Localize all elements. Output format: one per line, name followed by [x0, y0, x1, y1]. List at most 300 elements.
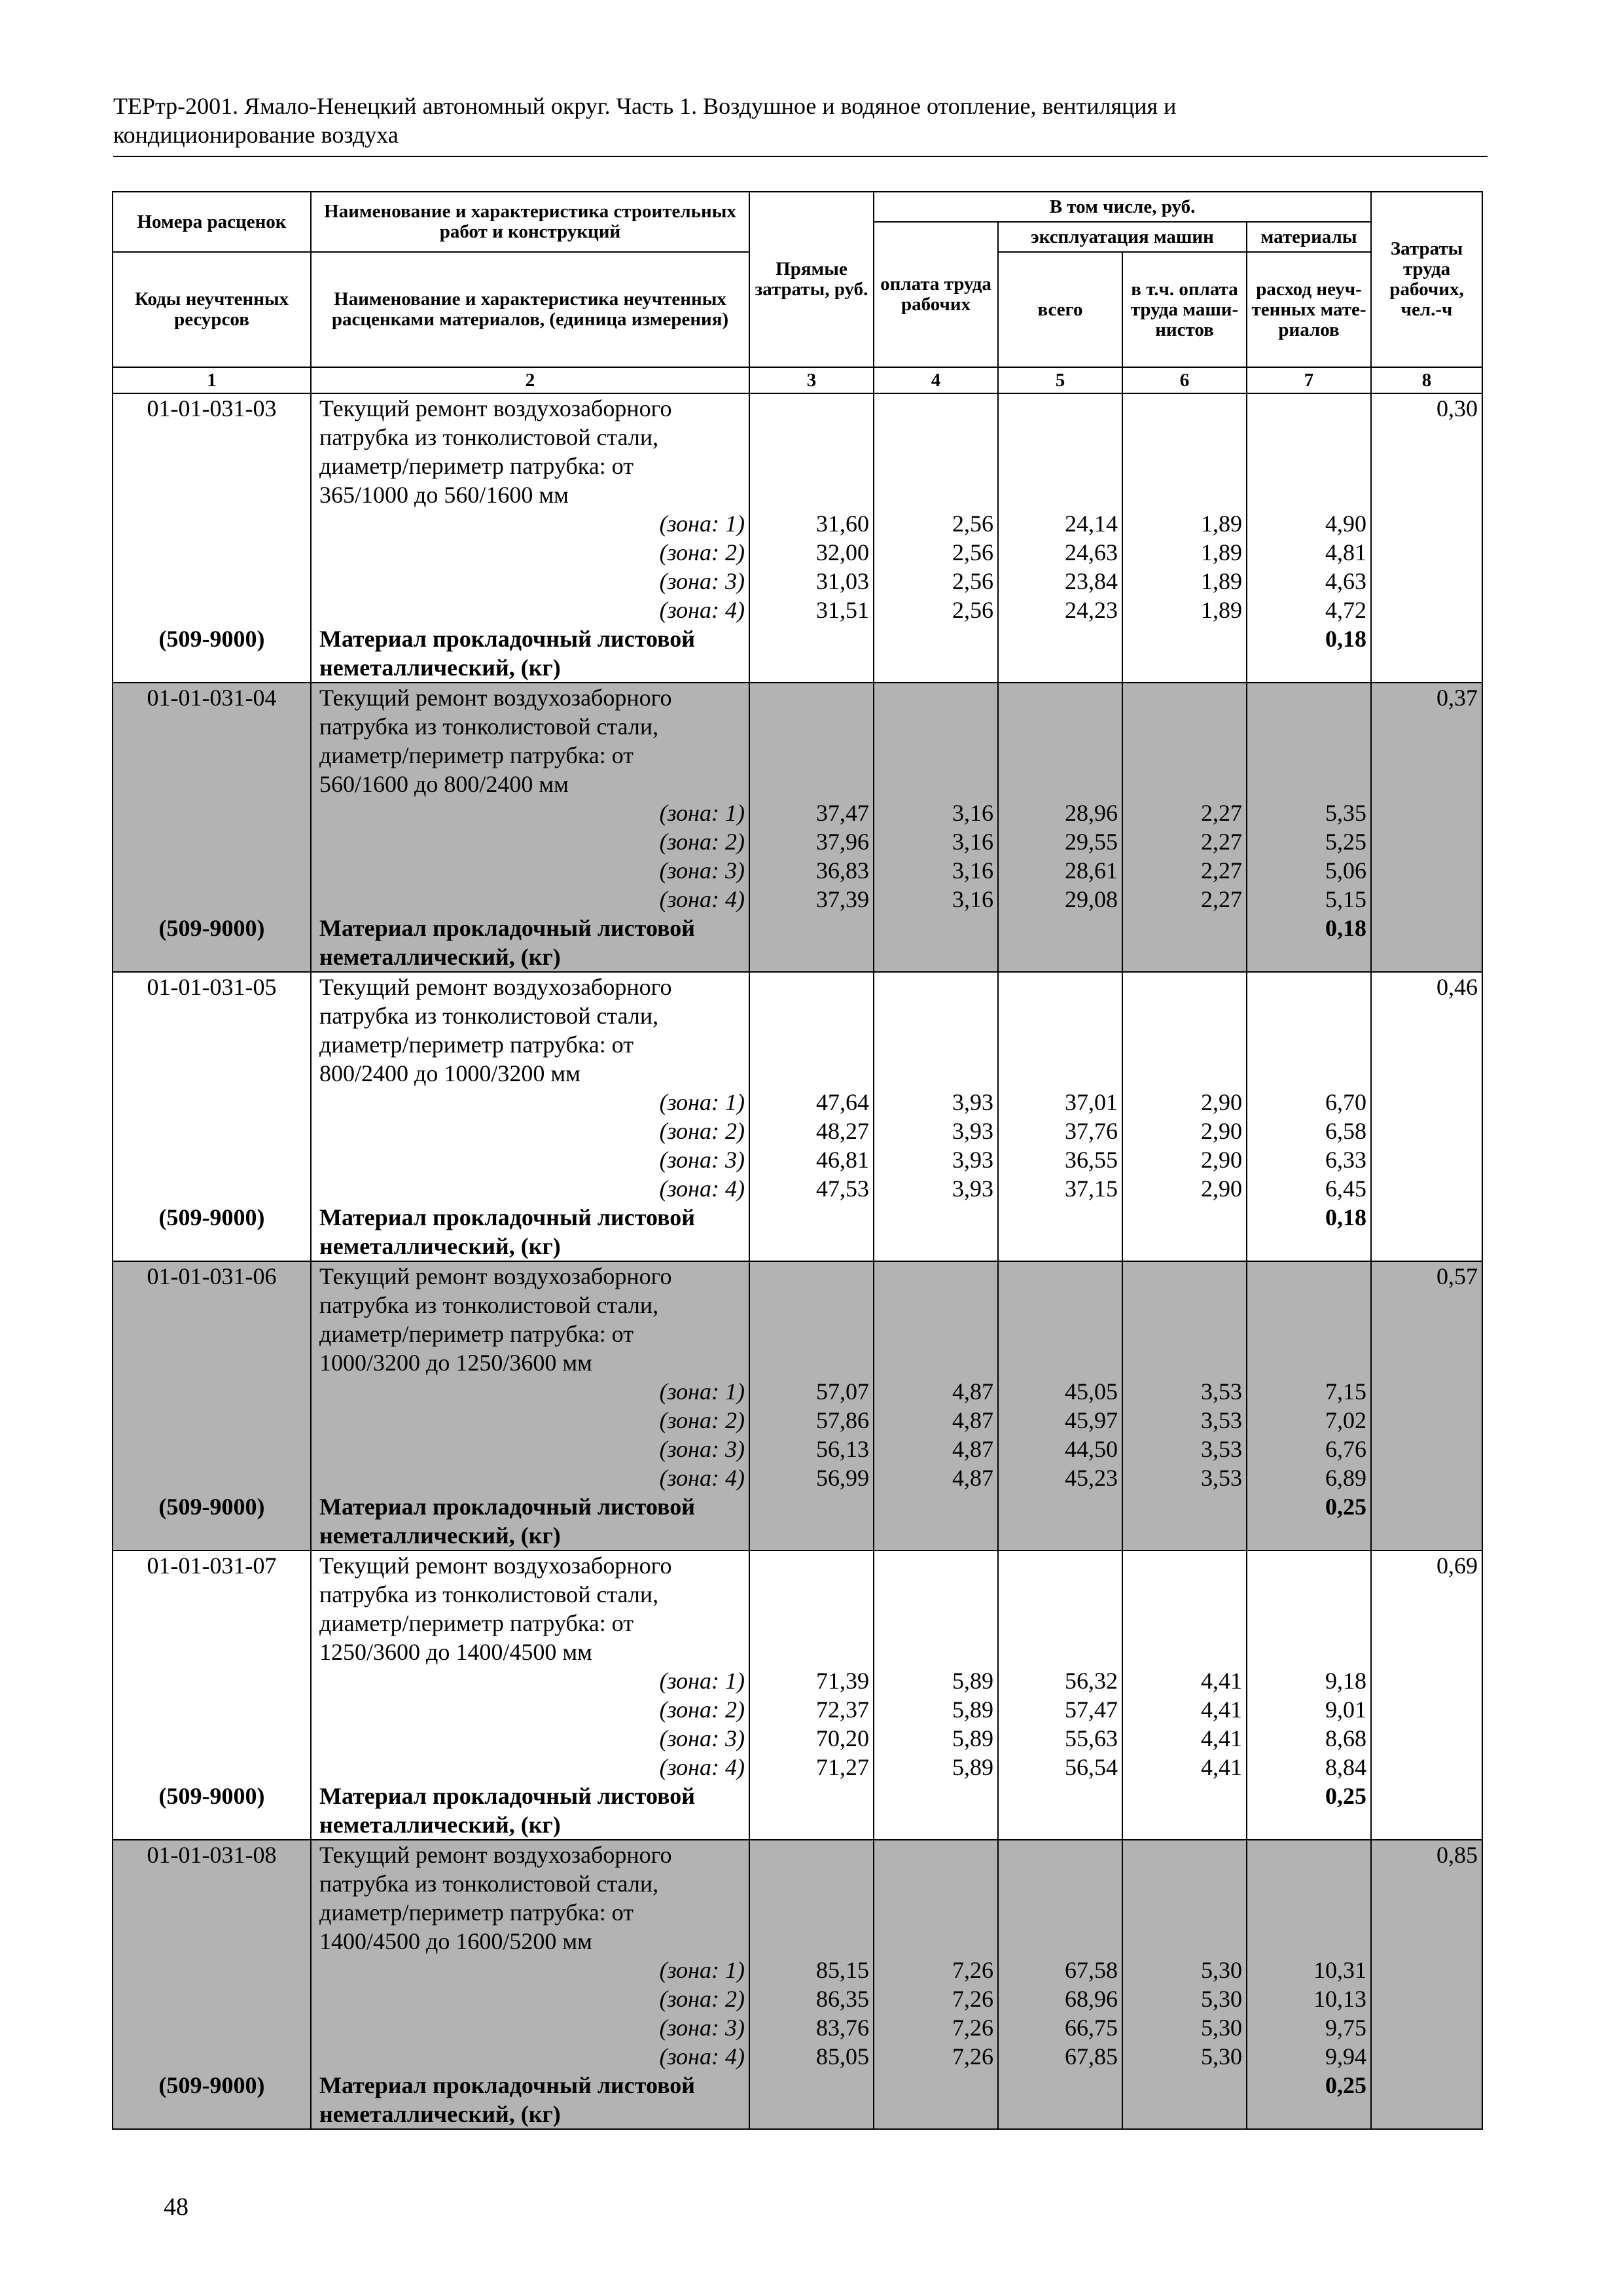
empty-cell [998, 1059, 1122, 1088]
page-header [113, 92, 1488, 149]
machines-total-value: 56,32 [998, 1666, 1122, 1695]
zone-row [113, 1406, 1482, 1435]
head-total: всего [998, 252, 1122, 367]
empty-cell [998, 1927, 1122, 1956]
empty-cell [749, 653, 874, 683]
rate-code [113, 741, 311, 770]
empty-cell [874, 1203, 998, 1232]
empty-cell [1122, 452, 1247, 480]
empty-cell [749, 1898, 874, 1927]
machines-total-value: 28,61 [998, 856, 1122, 885]
machines-total-value: 36,55 [998, 1145, 1122, 1174]
empty-cell [998, 1840, 1122, 1869]
work-description-line: 365/1000 до 560/1600 мм [311, 480, 749, 509]
zone-row [113, 567, 1482, 596]
zone-row [113, 1984, 1482, 2013]
resource-code [113, 2100, 311, 2129]
empty-cell [113, 2042, 311, 2071]
resource-quantity: 0,18 [1247, 1203, 1371, 1232]
empty-cell [998, 480, 1122, 509]
wages-value: 2,56 [874, 538, 998, 567]
resource-code [113, 942, 311, 972]
machines-total-value: 29,08 [998, 885, 1122, 914]
zone-row [113, 1117, 1482, 1145]
wages-value: 3,93 [874, 1117, 998, 1145]
empty-cell [998, 683, 1122, 712]
zone-row [113, 1666, 1482, 1695]
empty-cell [1122, 972, 1247, 1001]
empty-cell [1122, 1609, 1247, 1638]
rate-code: 01-01-031-07 [113, 1551, 311, 1580]
empty-cell [1371, 624, 1482, 653]
zone-label: (зона: 1) [311, 798, 749, 827]
materials-value: 4,90 [1247, 509, 1371, 538]
empty-cell [1371, 1203, 1482, 1232]
resource-row [113, 942, 1482, 972]
zone-label: (зона: 3) [311, 567, 749, 596]
empty-cell [1122, 480, 1247, 509]
empty-cell [1122, 624, 1247, 653]
work-description-line: патрубка из тонколистовой стали, [311, 1869, 749, 1898]
direct-costs-value: 31,03 [749, 567, 874, 596]
empty-cell [998, 972, 1122, 1001]
machinist-wages-value: 1,89 [1122, 538, 1247, 567]
empty-cell [874, 770, 998, 798]
empty-cell [1371, 1406, 1482, 1435]
rate-code [113, 1609, 311, 1638]
empty-cell [113, 2013, 311, 2042]
empty-cell [1122, 1291, 1247, 1319]
empty-cell [113, 1956, 311, 1984]
labor-costs-value [1371, 1030, 1482, 1059]
empty-cell [1122, 2071, 1247, 2100]
empty-cell [749, 1059, 874, 1088]
machines-total-value: 23,84 [998, 567, 1122, 596]
machines-total-value: 24,14 [998, 509, 1122, 538]
materials-value: 5,06 [1247, 856, 1371, 885]
work-description-line: диаметр/периметр патрубка: от [311, 741, 749, 770]
zone-label: (зона: 3) [311, 2013, 749, 2042]
direct-costs-value: 71,39 [749, 1666, 874, 1695]
machinist-wages-value: 2,27 [1122, 798, 1247, 827]
direct-costs-value: 46,81 [749, 1145, 874, 1174]
empty-cell [1122, 1261, 1247, 1291]
zone-row [113, 1377, 1482, 1406]
empty-cell [1247, 1059, 1371, 1088]
zone-label: (зона: 1) [311, 1088, 749, 1117]
labor-costs-value [1371, 480, 1482, 509]
wages-value: 5,89 [874, 1753, 998, 1782]
labor-costs-value [1371, 1348, 1482, 1377]
zone-label: (зона: 1) [311, 509, 749, 538]
empty-cell [749, 423, 874, 452]
machinist-wages-value: 4,41 [1122, 1666, 1247, 1695]
empty-cell [1247, 480, 1371, 509]
empty-cell [1371, 1724, 1482, 1753]
empty-cell [749, 741, 874, 770]
work-description-line: Текущий ремонт воздухозаборного [311, 1551, 749, 1580]
zone-label: (зона: 2) [311, 1406, 749, 1435]
head-material-name: Наименование и характеристика неучтенных расценками материалов, (единица измерения) [311, 252, 749, 367]
rate-code [113, 1319, 311, 1348]
zone-label: (зона: 2) [311, 1117, 749, 1145]
empty-cell [998, 1319, 1122, 1348]
zone-label: (зона: 1) [311, 1956, 749, 1984]
empty-cell [113, 596, 311, 624]
empty-cell [749, 1492, 874, 1521]
resource-name-line: неметаллический, (кг) [311, 1232, 749, 1261]
empty-cell [749, 770, 874, 798]
resource-row [113, 1203, 1482, 1232]
empty-cell [998, 452, 1122, 480]
machinist-wages-value: 2,27 [1122, 827, 1247, 856]
materials-value: 6,58 [1247, 1117, 1371, 1145]
resource-code: (509-9000) [113, 624, 311, 653]
wages-value: 2,56 [874, 596, 998, 624]
wages-value: 3,93 [874, 1174, 998, 1203]
resource-row [113, 1232, 1482, 1261]
rate-code [113, 452, 311, 480]
empty-cell [1371, 2100, 1482, 2129]
empty-cell [749, 712, 874, 741]
work-description-line: диаметр/периметр патрубка: от [311, 1030, 749, 1059]
labor-costs-value [1371, 1927, 1482, 1956]
wages-value: 4,87 [874, 1463, 998, 1492]
materials-value: 6,76 [1247, 1435, 1371, 1463]
empty-cell [874, 1927, 998, 1956]
labor-costs-value: 0,46 [1371, 972, 1482, 1001]
empty-cell [874, 1782, 998, 1810]
wages-value: 5,89 [874, 1666, 998, 1695]
materials-value: 9,94 [1247, 2042, 1371, 2071]
direct-costs-value: 47,64 [749, 1088, 874, 1117]
empty-cell [1371, 1232, 1482, 1261]
zone-row [113, 1463, 1482, 1492]
empty-cell [1371, 538, 1482, 567]
empty-cell [998, 770, 1122, 798]
table-row [113, 712, 1482, 741]
empty-cell [874, 712, 998, 741]
rate-code [113, 1898, 311, 1927]
zone-label: (зона: 4) [311, 2042, 749, 2071]
direct-costs-value: 31,60 [749, 509, 874, 538]
empty-cell [113, 1377, 311, 1406]
rate-group [113, 1551, 1482, 1840]
direct-costs-value: 48,27 [749, 1117, 874, 1145]
empty-cell [998, 2100, 1122, 2129]
empty-cell [1122, 1232, 1247, 1261]
empty-cell [874, 1030, 998, 1059]
machines-total-value: 55,63 [998, 1724, 1122, 1753]
resource-quantity [1247, 1810, 1371, 1840]
table-head [113, 192, 1482, 393]
empty-cell [1371, 1435, 1482, 1463]
head-machinist-wages: в т.ч. оплата труда маши-нистов [1122, 252, 1247, 367]
column-number: 4 [874, 367, 998, 393]
wages-value: 5,89 [874, 1724, 998, 1753]
empty-cell [749, 1001, 874, 1030]
empty-cell [749, 1203, 874, 1232]
materials-value: 8,84 [1247, 1753, 1371, 1782]
head-rate-numbers: Номера расценок [113, 192, 311, 252]
resource-quantity: 0,25 [1247, 2071, 1371, 2100]
materials-value: 5,15 [1247, 885, 1371, 914]
wages-value: 3,93 [874, 1145, 998, 1174]
zone-row [113, 1435, 1482, 1463]
empty-cell [1122, 741, 1247, 770]
empty-cell [1371, 653, 1482, 683]
empty-cell [998, 942, 1122, 972]
materials-value: 4,63 [1247, 567, 1371, 596]
empty-cell [874, 1261, 998, 1291]
empty-cell [1247, 452, 1371, 480]
direct-costs-value: 83,76 [749, 2013, 874, 2042]
empty-cell [1371, 1088, 1482, 1117]
rate-code: 01-01-031-05 [113, 972, 311, 1001]
rate-code [113, 1927, 311, 1956]
resource-quantity [1247, 653, 1371, 683]
direct-costs-value: 85,15 [749, 1956, 874, 1984]
empty-cell [113, 856, 311, 885]
empty-cell [1122, 1551, 1247, 1580]
empty-cell [113, 1753, 311, 1782]
column-number: 7 [1247, 367, 1371, 393]
rate-code [113, 480, 311, 509]
empty-cell [998, 1261, 1122, 1291]
zone-row [113, 509, 1482, 538]
empty-cell [1122, 1840, 1247, 1869]
empty-cell [998, 1492, 1122, 1521]
empty-cell [749, 452, 874, 480]
labor-costs-value [1371, 1638, 1482, 1666]
rate-code: 01-01-031-06 [113, 1261, 311, 1291]
resource-quantity [1247, 1521, 1371, 1551]
head-including: В том числе, руб. [874, 192, 1371, 222]
empty-cell [874, 1492, 998, 1521]
zone-label: (зона: 3) [311, 1145, 749, 1174]
wages-value: 7,26 [874, 2013, 998, 2042]
work-description-line: диаметр/периметр патрубка: от [311, 1319, 749, 1348]
machinist-wages-value: 4,41 [1122, 1753, 1247, 1782]
table-row [113, 741, 1482, 770]
resource-quantity: 0,18 [1247, 624, 1371, 653]
empty-cell [874, 480, 998, 509]
empty-cell [874, 1001, 998, 1030]
zone-row [113, 2013, 1482, 2042]
empty-cell [749, 1261, 874, 1291]
wages-value: 2,56 [874, 509, 998, 538]
work-description-line: 800/2400 до 1000/3200 мм [311, 1059, 749, 1088]
column-number: 2 [311, 367, 749, 393]
materials-value: 6,89 [1247, 1463, 1371, 1492]
empty-cell [1122, 1492, 1247, 1521]
empty-cell [1247, 972, 1371, 1001]
empty-cell [1247, 683, 1371, 712]
machinist-wages-value: 2,90 [1122, 1088, 1247, 1117]
machinist-wages-value: 3,53 [1122, 1377, 1247, 1406]
resource-name-line: неметаллический, (кг) [311, 653, 749, 683]
column-number: 3 [749, 367, 874, 393]
header-title-line-1: ТЕРтр-2001. Ямало-Ненецкий автономный округ. Часть 1. Воздушное и водяное отопление, вентиляция и [113, 93, 1177, 119]
zone-row [113, 1088, 1482, 1117]
empty-cell [1371, 914, 1482, 942]
rate-group [113, 972, 1482, 1261]
work-description-line: диаметр/периметр патрубка: от [311, 1609, 749, 1638]
resource-code [113, 1232, 311, 1261]
direct-costs-value: 86,35 [749, 1984, 874, 2013]
labor-costs-value [1371, 1898, 1482, 1927]
machinist-wages-value: 5,30 [1122, 2013, 1247, 2042]
wages-value: 4,87 [874, 1377, 998, 1406]
labor-costs-value [1371, 741, 1482, 770]
empty-cell [113, 1695, 311, 1724]
zone-label: (зона: 4) [311, 596, 749, 624]
machines-total-value: 45,05 [998, 1377, 1122, 1406]
empty-cell [998, 653, 1122, 683]
direct-costs-value: 70,20 [749, 1724, 874, 1753]
empty-cell [113, 1174, 311, 1203]
machinist-wages-value: 3,53 [1122, 1435, 1247, 1463]
work-description-line: диаметр/периметр патрубка: от [311, 452, 749, 480]
table-row [113, 1580, 1482, 1609]
resource-code: (509-9000) [113, 1782, 311, 1810]
machines-total-value: 28,96 [998, 798, 1122, 827]
empty-cell [1371, 1984, 1482, 2013]
empty-cell [1371, 1782, 1482, 1810]
empty-cell [874, 1551, 998, 1580]
empty-cell [998, 914, 1122, 942]
work-description-line: патрубка из тонколистовой стали, [311, 1001, 749, 1030]
empty-cell [874, 2100, 998, 2129]
zone-label: (зона: 1) [311, 1666, 749, 1695]
empty-cell [113, 798, 311, 827]
empty-cell [998, 2071, 1122, 2100]
zone-row [113, 885, 1482, 914]
table-row [113, 1898, 1482, 1927]
empty-cell [998, 1521, 1122, 1551]
empty-cell [1247, 1840, 1371, 1869]
empty-cell [874, 972, 998, 1001]
zone-row [113, 1956, 1482, 1984]
empty-cell [874, 624, 998, 653]
work-description-line: 560/1600 до 800/2400 мм [311, 770, 749, 798]
empty-cell [874, 1319, 998, 1348]
empty-cell [998, 1232, 1122, 1261]
rate-code [113, 1638, 311, 1666]
empty-cell [1122, 393, 1247, 423]
empty-cell [1371, 856, 1482, 885]
machinist-wages-value: 3,53 [1122, 1463, 1247, 1492]
table-row [113, 1551, 1482, 1580]
rate-code: 01-01-031-03 [113, 393, 311, 423]
resource-name-line: неметаллический, (кг) [311, 1810, 749, 1840]
zone-row [113, 856, 1482, 885]
empty-cell [874, 1869, 998, 1898]
table-row [113, 452, 1482, 480]
empty-cell [749, 942, 874, 972]
rates-table [112, 191, 1483, 2130]
zone-label: (зона: 2) [311, 827, 749, 856]
empty-cell [749, 1521, 874, 1551]
table-row [113, 1638, 1482, 1666]
empty-cell [1247, 1580, 1371, 1609]
empty-cell [1247, 741, 1371, 770]
zone-label: (зона: 3) [311, 856, 749, 885]
machinist-wages-value: 5,30 [1122, 1956, 1247, 1984]
zone-row [113, 2042, 1482, 2071]
empty-cell [874, 393, 998, 423]
resource-row [113, 2071, 1482, 2100]
wages-value: 4,87 [874, 1435, 998, 1463]
zone-label: (зона: 3) [311, 1724, 749, 1753]
resource-name-line: Материал прокладочный листовой [311, 2071, 749, 2100]
empty-cell [998, 1348, 1122, 1377]
empty-cell [1371, 509, 1482, 538]
resource-code [113, 1521, 311, 1551]
rate-group [113, 393, 1482, 683]
resource-code [113, 653, 311, 683]
machinist-wages-value: 2,27 [1122, 856, 1247, 885]
rate-group [113, 1840, 1482, 2129]
empty-cell [749, 1927, 874, 1956]
labor-costs-value [1371, 423, 1482, 452]
wages-value: 3,16 [874, 798, 998, 827]
resource-row [113, 653, 1482, 683]
machinist-wages-value: 2,90 [1122, 1117, 1247, 1145]
resource-row [113, 1492, 1482, 1521]
empty-cell [1122, 683, 1247, 712]
empty-cell [749, 2071, 874, 2100]
empty-cell [749, 1580, 874, 1609]
rate-code [113, 1580, 311, 1609]
empty-cell [874, 1898, 998, 1927]
empty-cell [1371, 1117, 1482, 1145]
machines-total-value: 57,47 [998, 1695, 1122, 1724]
empty-cell [749, 393, 874, 423]
direct-costs-value: 47,53 [749, 1174, 874, 1203]
materials-value: 5,35 [1247, 798, 1371, 827]
empty-cell [998, 1551, 1122, 1580]
column-number: 1 [113, 367, 311, 393]
empty-cell [749, 972, 874, 1001]
head-work-name: Наименование и характеристика строительных работ и конструкций [311, 192, 749, 252]
zone-row [113, 1174, 1482, 1203]
machinist-wages-value: 4,41 [1122, 1724, 1247, 1753]
head-unaccounted-materials: расход неуч-тенных мате-риалов [1247, 252, 1371, 367]
labor-costs-value [1371, 1580, 1482, 1609]
labor-costs-value [1371, 1319, 1482, 1348]
empty-cell [998, 1001, 1122, 1030]
empty-cell [998, 624, 1122, 653]
resource-row [113, 2100, 1482, 2129]
zone-label: (зона: 4) [311, 1463, 749, 1492]
empty-cell [1371, 1956, 1482, 1984]
head-resource-codes: Коды неучтенных ресурсов [113, 252, 311, 367]
machinist-wages-value: 2,90 [1122, 1174, 1247, 1203]
empty-cell [1371, 1521, 1482, 1551]
materials-value: 7,15 [1247, 1377, 1371, 1406]
resource-name-line: Материал прокладочный листовой [311, 624, 749, 653]
table-row [113, 1609, 1482, 1638]
column-number: 5 [998, 367, 1122, 393]
machines-total-value: 24,23 [998, 596, 1122, 624]
machines-total-value: 68,96 [998, 1984, 1122, 2013]
zone-label: (зона: 2) [311, 1984, 749, 2013]
column-number: 8 [1371, 367, 1482, 393]
work-description-line: патрубка из тонколистовой стали, [311, 1580, 749, 1609]
empty-cell [1247, 1348, 1371, 1377]
work-description-line: диаметр/периметр патрубка: от [311, 1898, 749, 1927]
